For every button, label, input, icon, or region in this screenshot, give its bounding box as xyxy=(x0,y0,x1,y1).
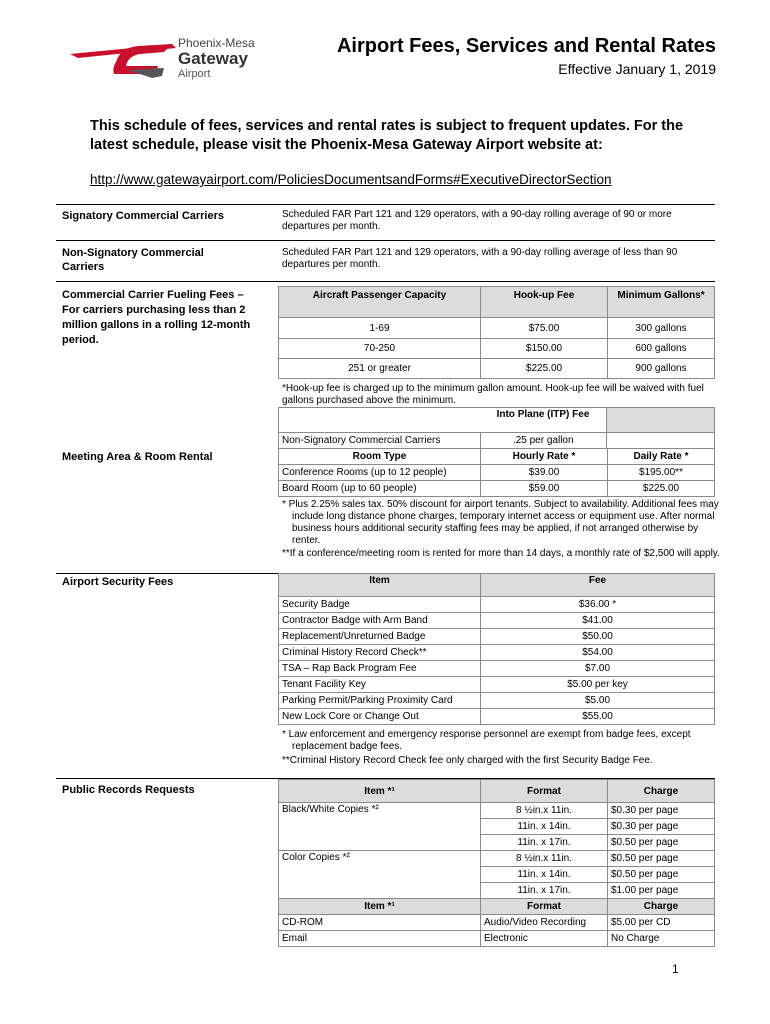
col-header: Daily Rate * xyxy=(608,449,715,465)
table-cell: Contractor Badge with Arm Band xyxy=(279,613,481,629)
itp-table xyxy=(278,407,715,449)
table-cell: Black/White Copies *² xyxy=(279,803,481,851)
table-cell: 1-69 xyxy=(279,318,481,339)
table-header-row xyxy=(279,408,715,433)
table-row xyxy=(279,318,715,339)
table-row xyxy=(279,803,715,819)
table-cell: $75.00 xyxy=(481,318,608,339)
table-cell: 11in. x 17in. xyxy=(481,835,608,851)
table-cell: Conference Rooms (up to 12 people) xyxy=(279,465,481,481)
table-cell: $41.00 xyxy=(481,613,715,629)
document-title: Airport Fees, Services and Rental Rates xyxy=(336,35,716,57)
col-header: Fee xyxy=(481,574,715,597)
col-header: Charge xyxy=(608,780,715,803)
table-cell: Security Badge xyxy=(279,597,481,613)
table-cell: Non-Signatory Commercial Carriers xyxy=(279,433,481,449)
meeting-note-1: * Plus 2.25% sales tax. 50% discount for airport tenants. Subject to availability. Additional fees may include long distance phone charges, temporary internet access or equipment use. After normal business hours additional security staffing fees may be applied, if not arranged otherwise by renter. xyxy=(282,499,719,546)
table-row xyxy=(279,433,715,449)
table-cell: $0.50 per page xyxy=(608,835,715,851)
table-cell: 11in. x 14in. xyxy=(481,819,608,835)
table-cell: Email xyxy=(279,931,481,947)
table-cell: $0.50 per page xyxy=(608,867,715,883)
table-cell: 300 gallons xyxy=(608,318,715,339)
table-row xyxy=(279,481,715,497)
table-row xyxy=(279,645,715,661)
records-table xyxy=(278,779,715,947)
table-cell: $195.00** xyxy=(608,465,715,481)
table-row xyxy=(279,851,715,867)
table-row xyxy=(279,661,715,677)
table-cell: $5.00 per key xyxy=(481,677,715,693)
table-cell: Parking Permit/Parking Proximity Card xyxy=(279,693,481,709)
table-cell: 11in. x 17in. xyxy=(481,883,608,899)
meeting-label: Meeting Area & Room Rental xyxy=(62,451,213,463)
meeting-note-2: **If a conference/meeting room is rented for more than 14 days, a monthly rate of $2,500 will apply. xyxy=(282,548,720,559)
meeting-table xyxy=(278,448,715,497)
col-header: Item *¹ xyxy=(279,780,481,803)
table-cell xyxy=(607,408,715,433)
logo-line-3: Airport xyxy=(178,68,211,80)
table-cell: $1.00 per page xyxy=(608,883,715,899)
table-cell: Electronic xyxy=(481,931,608,947)
table-header-row xyxy=(279,287,715,318)
col-header: Hook-up Fee xyxy=(481,287,608,318)
website-link[interactable]: http://www.gatewayairport.com/PoliciesDocumentsandForms#ExecutiveDirectorSection xyxy=(90,172,612,187)
table-row xyxy=(279,359,715,379)
col-header: Room Type xyxy=(279,449,481,465)
col-header: Format xyxy=(481,899,608,915)
table-header-row xyxy=(279,899,715,915)
effective-date: Effective January 1, 2019 xyxy=(558,61,716,77)
table-cell: $36.00 * xyxy=(481,597,715,613)
security-label: Airport Security Fees xyxy=(62,576,174,588)
signatory-label: Signatory Commercial Carriers xyxy=(62,210,225,222)
table-cell: $0.30 per page xyxy=(608,803,715,819)
table-row xyxy=(279,931,715,947)
table-cell: Replacement/Unreturned Badge xyxy=(279,629,481,645)
table-cell: .25 per gallon xyxy=(480,433,607,449)
table-cell: Tenant Facility Key xyxy=(279,677,481,693)
fueling-label: Commercial Carrier Fueling Fees – For carriers purchasing less than 2 million gallons in a rolling 12-month period. xyxy=(62,289,251,346)
table-cell: TSA – Rap Back Program Fee xyxy=(279,661,481,677)
table-cell: Criminal History Record Check** xyxy=(279,645,481,661)
security-note-1: * Law enforcement and emergency response personnel are exempt from badge fees, except replacement badge fees. xyxy=(282,729,691,752)
table-cell: $59.00 xyxy=(481,481,608,497)
table-cell: 70-250 xyxy=(279,339,481,359)
table-cell: $5.00 per CD xyxy=(608,915,715,931)
table-cell: Board Room (up to 60 people) xyxy=(279,481,481,497)
col-header: Format xyxy=(481,780,608,803)
table-header-row xyxy=(279,574,715,597)
col-header: Minimum Gallons* xyxy=(608,287,715,318)
fueling-table xyxy=(278,286,715,379)
table-cell: $50.00 xyxy=(481,629,715,645)
table-cell xyxy=(279,408,481,433)
table-cell: $0.50 per page xyxy=(608,851,715,867)
section-divider xyxy=(56,240,715,241)
page-number: 1 xyxy=(672,962,679,976)
table-row xyxy=(279,339,715,359)
table-row xyxy=(279,465,715,481)
signatory-desc: Scheduled FAR Part 121 and 129 operators, with a 90-day rolling average of 90 or more departures per month. xyxy=(282,209,672,232)
security-table xyxy=(278,573,715,725)
table-cell: 600 gallons xyxy=(608,339,715,359)
table-row xyxy=(279,597,715,613)
table-cell: 11in. x 14in. xyxy=(481,867,608,883)
table-cell: 251 or greater xyxy=(279,359,481,379)
fueling-note: *Hook-up fee is charged up to the minimum gallon amount. Hook-up fee will be waived with fuel gallons purchased above the minimum. xyxy=(282,383,704,406)
table-header-row xyxy=(279,449,715,465)
table-cell: CD-ROM xyxy=(279,915,481,931)
table-row xyxy=(279,693,715,709)
section-divider xyxy=(56,281,715,282)
table-row xyxy=(279,613,715,629)
records-label: Public Records Requests xyxy=(62,784,195,796)
col-header: Charge xyxy=(608,899,715,915)
table-cell: No Charge xyxy=(608,931,715,947)
table-row xyxy=(279,709,715,725)
non-signatory-desc: Scheduled FAR Part 121 and 129 operators, with a 90-day rolling average of less than 90 departures per month. xyxy=(282,247,678,270)
itp-header: Into Plane (ITP) Fee xyxy=(480,408,607,433)
logo-line-1: Phoenix-Mesa xyxy=(178,36,255,50)
table-cell: Color Copies *² xyxy=(279,851,481,899)
logo-line-2: Gateway xyxy=(178,49,248,68)
table-row xyxy=(279,677,715,693)
table-header-row xyxy=(279,780,715,803)
table-cell: 8 ½in.x 11in. xyxy=(481,803,608,819)
table-cell: $55.00 xyxy=(481,709,715,725)
table-cell: $54.00 xyxy=(481,645,715,661)
table-row xyxy=(279,629,715,645)
table-cell: $7.00 xyxy=(481,661,715,677)
table-cell xyxy=(607,433,715,449)
table-cell: $150.00 xyxy=(481,339,608,359)
non-signatory-label: Non-Signatory Commercial Carriers xyxy=(62,247,204,273)
table-cell: $39.00 xyxy=(481,465,608,481)
table-cell: $0.30 per page xyxy=(608,819,715,835)
table-row xyxy=(279,915,715,931)
col-header: Aircraft Passenger Capacity xyxy=(279,287,481,318)
col-header: Item *¹ xyxy=(279,899,481,915)
security-note-2: **Criminal History Record Check fee only charged with the first Security Badge Fee. xyxy=(282,755,653,766)
table-cell: $225.00 xyxy=(481,359,608,379)
table-cell: 8 ½in.x 11in. xyxy=(481,851,608,867)
col-header: Item xyxy=(279,574,481,597)
col-header: Hourly Rate * xyxy=(481,449,608,465)
table-cell: New Lock Core or Change Out xyxy=(279,709,481,725)
top-rule xyxy=(56,204,715,205)
table-cell: $225.00 xyxy=(608,481,715,497)
intro-text: This schedule of fees, services and rental rates is subject to frequent updates. For the latest schedule, please visit the Phoenix-Mesa Gateway Airport website at: xyxy=(90,118,684,153)
table-cell: Audio/Video Recording xyxy=(481,915,608,931)
table-cell: $5.00 xyxy=(481,693,715,709)
table-cell: 900 gallons xyxy=(608,359,715,379)
